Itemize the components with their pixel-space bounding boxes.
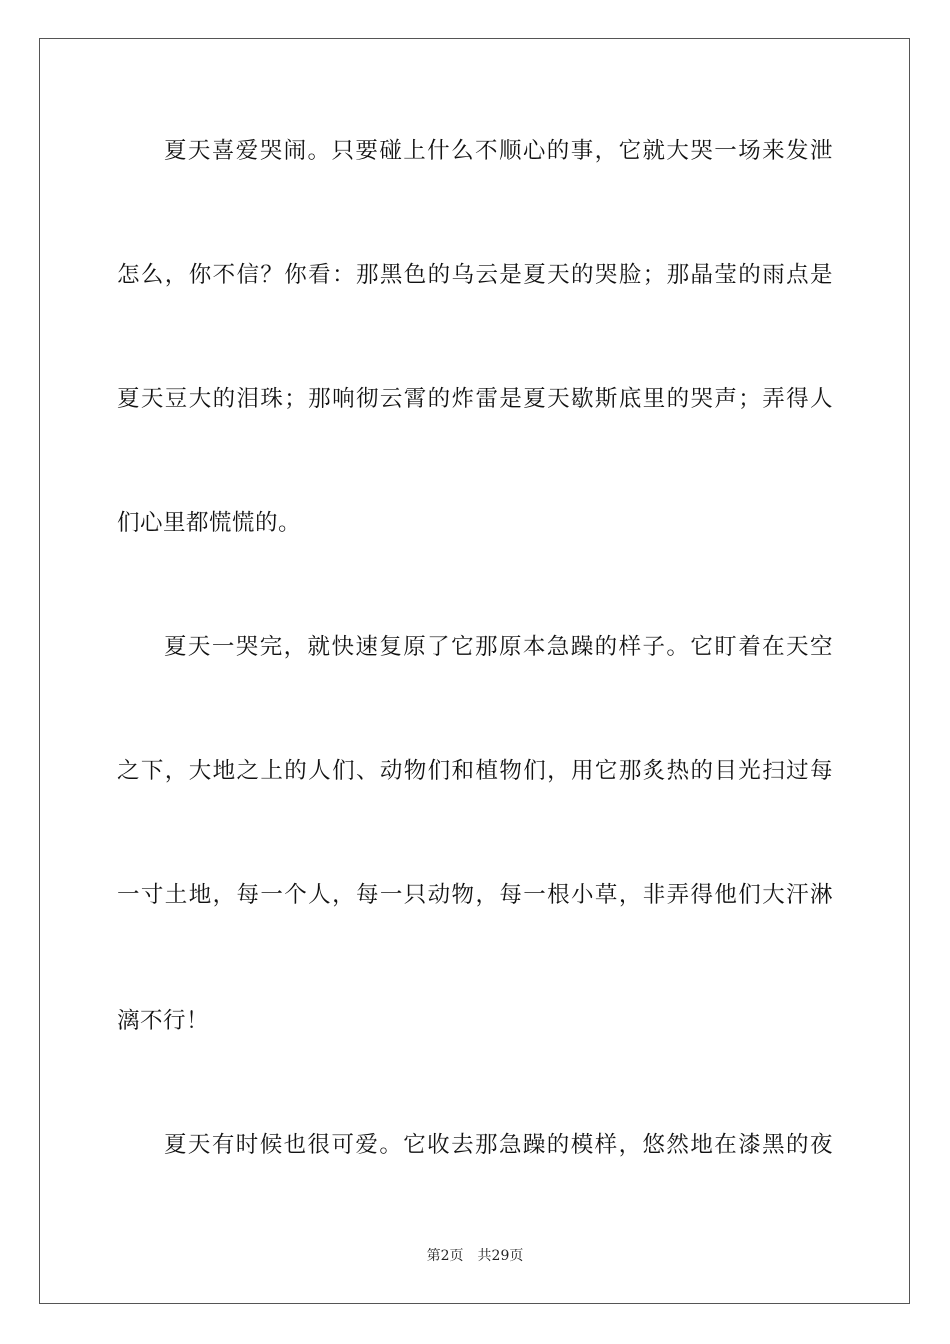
paragraph-2-line-1: 夏天一哭完，就快速复原了它那原本急躁的样子。它盯着在天空 xyxy=(164,634,833,660)
paragraph-3-line-1: 夏天有时候也很可爱。它收去那急躁的模样，悠然地在漆黑的夜 xyxy=(164,1132,833,1158)
paragraph-1-line-2: 怎么，你不信？你看：那黑色的乌云是夏天的哭脸；那晶莹的雨点是 xyxy=(117,262,833,288)
paragraph-2-line-3: 一寸土地，每一个人，每一只动物，每一根小草，非弄得他们大汗淋 xyxy=(117,882,833,908)
paragraph-2-line-2: 之下，大地之上的人们、动物们和植物们，用它那炙热的目光扫过每 xyxy=(117,758,833,784)
page-total: 共29页 xyxy=(477,1248,524,1264)
paragraph-1-line-4: 们心里都慌慌的。 xyxy=(117,510,302,536)
page-border xyxy=(39,38,910,1304)
paragraph-2-line-4: 漓不行！ xyxy=(117,1008,210,1034)
paragraph-1-line-1: 夏天喜爱哭闹。只要碰上什么不顺心的事，它就大哭一场来发泄 xyxy=(164,138,833,164)
page-footer xyxy=(0,1246,950,1266)
page-number: 第2页 xyxy=(426,1248,464,1264)
paragraph-1-line-3: 夏天豆大的泪珠；那响彻云霄的炸雷是夏天歇斯底里的哭声；弄得人 xyxy=(117,386,833,412)
